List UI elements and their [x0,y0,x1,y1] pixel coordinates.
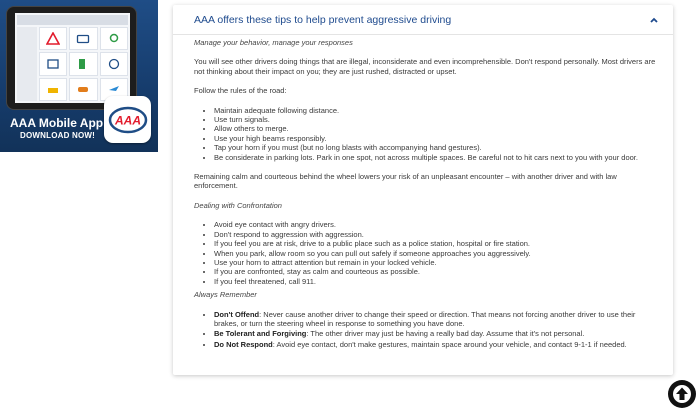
aaa-mobile-app-ad[interactable] [0,0,158,152]
list-item: • Tap your horn if you must (but no long blasts with accompanying hand gestures). [214,143,659,152]
remember-list [194,310,659,350]
tablet-screen [15,13,130,103]
back-to-top-button[interactable] [668,380,696,408]
list-item: • If you feel threatened, call 911. [214,277,659,286]
card-icon [69,27,97,50]
remember-label: Do Not Respond [214,339,273,349]
list-item: • Avoid eye contact with angry drivers. [214,220,659,229]
aaa-logo-icon [108,106,148,134]
list-item: • Use turn signals. [214,115,659,124]
remember-label: Be Tolerant and Forgiving [214,329,307,339]
list-item [214,340,659,349]
discount-icon [100,52,128,75]
hotel-icon [39,78,67,101]
ad-subtitle: DOWNLOAD NOW! [20,131,96,140]
section-title-remember: Always Remember [194,290,257,300]
list-item: • Maintain adequate following distance. [214,106,659,115]
rules-list [194,106,659,162]
accordion-title: AAA offers these tips to help prevent aggressive driving [194,13,452,26]
accordion-header[interactable] [173,5,673,35]
remember-label: Don't Offend [214,309,260,319]
section-title-confrontation: Dealing with Confrontation [194,200,282,210]
tips-accordion [173,5,673,375]
list-item: • Use your high beams responsibly. [214,134,659,143]
list-item: • Use your horn to attract attention but remain in your locked vehicle. [214,258,659,267]
remember-text: : Never cause another driver to change their speed or direction. That means not forcing another driver to use their brakes, or turn the steering wheel in response to something you have done. [214,309,636,328]
list-item: • If you feel you are at risk, drive to a public place such as a police station, hospital or fire station. [214,239,659,248]
list-item: • Be considerate in parking lots. Park in one spot, not across multiple spaces. Be careful not to hit cars next to you with your door. [214,153,659,162]
paragraph-respond: You will see other drivers doing things that are illegal, inconsiderate and even incomprehensible. Don't respond personally. Most drivers are not thinking about their impact on you; they are just rushed, distracted or upset. [194,57,656,76]
tablet-illustration [6,6,137,110]
paragraph-calm: Remaining calm and courteous behind the wheel lowers your risk of an unpleasant encounter – with another driver and with law enforcement. [194,172,617,191]
list-item: • If you are confronted, stay as calm and courteous as possible. [214,267,659,276]
list-item: • Allow others to merge. [214,124,659,133]
warning-icon [39,27,67,50]
arrow-up-icon [672,384,692,404]
aaa-logo-text: AAA [114,113,141,127]
location-icon [100,27,128,50]
chevron-up-icon[interactable] [649,15,659,25]
gas-icon [69,52,97,75]
confrontation-list [194,220,659,286]
list-item [214,329,659,338]
paragraph-rules-intro: Follow the rules of the road: [194,86,287,96]
accordion-body [173,35,673,349]
ad-title: AAA Mobile App [10,116,104,130]
map-icon [39,52,67,75]
remember-text: : The other driver may just be having a really bad day. Assume that it's not personal. [306,329,585,339]
car-icon [69,78,97,101]
aaa-app-icon [104,96,151,143]
section-title-manage: Manage your behavior, manage your responses [194,38,353,47]
list-item: • Don't respond to aggression with aggression. [214,230,659,239]
list-item [214,310,659,329]
remember-text: : Avoid eye contact, don't make gestures, maintain space around your vehicle, and contact 9-1-1 if needed. [272,339,627,349]
list-item: • When you park, allow room so you can pull out safely if someone approaches you aggressively. [214,249,659,258]
